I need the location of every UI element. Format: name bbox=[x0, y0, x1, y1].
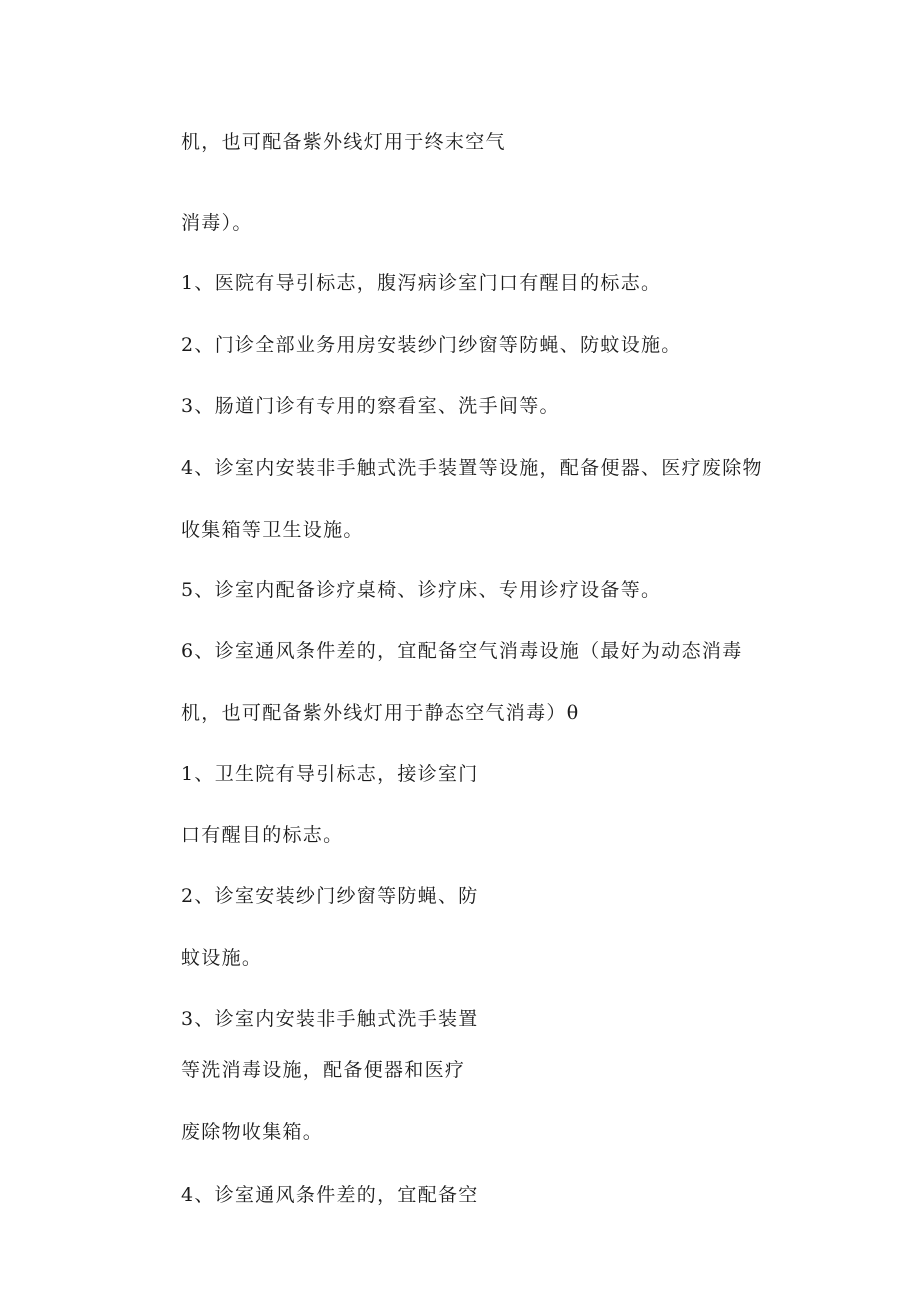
text-line: 机，也可配备紫外线灯用于静态空气消毒）θ bbox=[181, 702, 580, 724]
text-line: 等洗消毒设施，配备便器和医疗 bbox=[181, 1059, 466, 1081]
text-line: 废除物收集箱。 bbox=[181, 1121, 324, 1143]
text-line: 消毒）。 bbox=[181, 212, 253, 234]
text-line: 4、诊室内安装非手触式洗手装置等设施，配备便器、医疗废除物 bbox=[181, 457, 763, 479]
text-line: 1、医院有导引标志，腹泻病诊室门口有醒目的标志。 bbox=[181, 272, 662, 294]
text-line: 2、门诊全部业务用房安装纱门纱窗等防蝇、防蚊设施。 bbox=[181, 334, 682, 356]
text-line: 4、诊室通风条件差的，宜配备空 bbox=[181, 1184, 479, 1206]
text-line: 3、诊室内安装非手触式洗手装置 bbox=[181, 1008, 479, 1030]
text-line: 2、诊室安装纱门纱窗等防蝇、防 bbox=[181, 885, 479, 907]
text-line: 6、诊室通风条件差的，宜配备空气消毒设施（最好为动态消毒 bbox=[181, 640, 743, 662]
text-line: 蚊设施。 bbox=[181, 947, 263, 969]
text-line: 3、肠道门诊有专用的察看室、洗手间等。 bbox=[181, 395, 560, 417]
text-line: 1、卫生院有导引标志，接诊室门 bbox=[181, 763, 479, 785]
text-line: 收集箱等卫生设施。 bbox=[181, 519, 364, 541]
text-line: 5、诊室内配备诊疗桌椅、诊疗床、专用诊疗设备等。 bbox=[181, 579, 662, 601]
text-line: 机，也可配备紫外线灯用于终末空气 bbox=[181, 131, 506, 153]
text-line: 口有醒目的标志。 bbox=[181, 824, 344, 846]
